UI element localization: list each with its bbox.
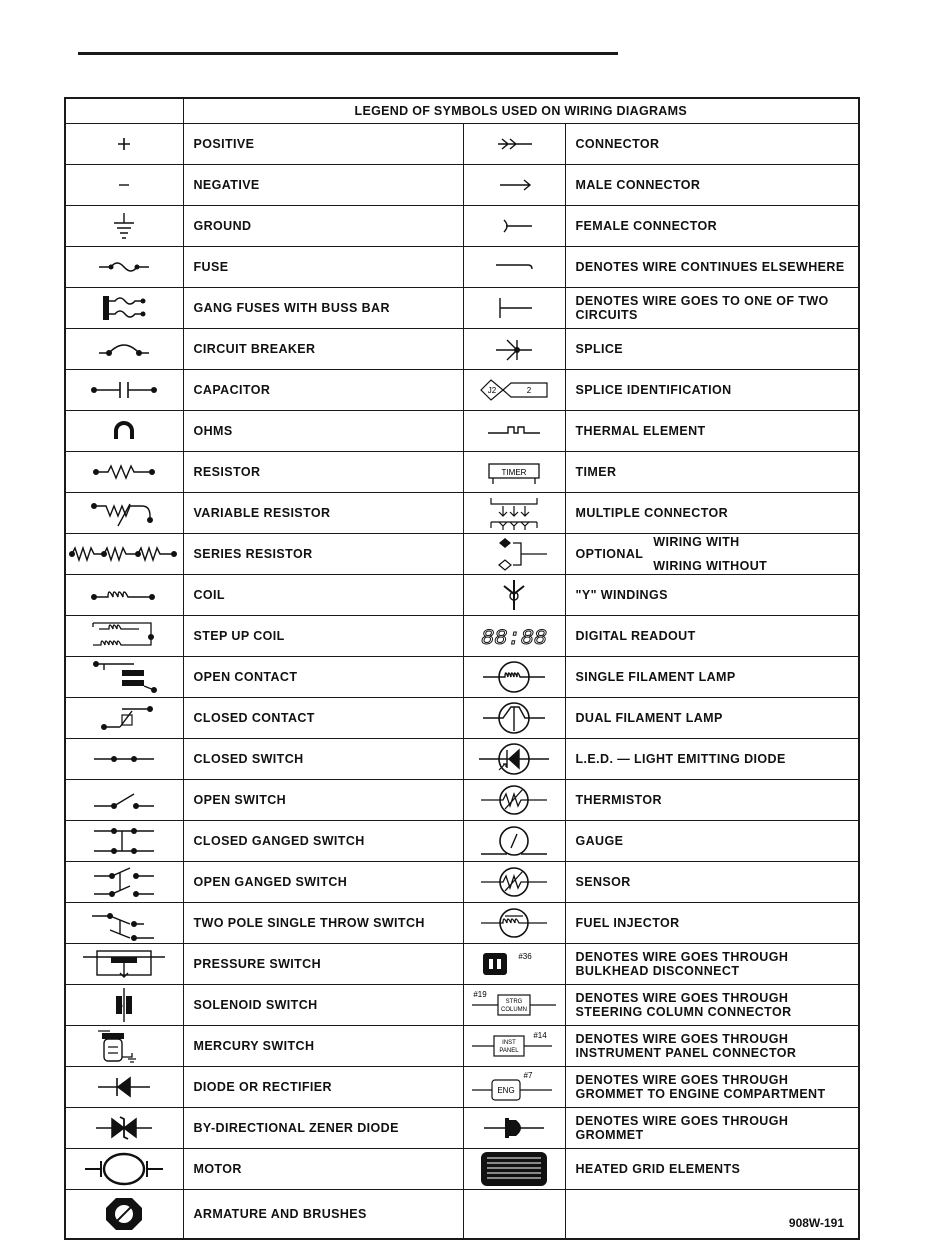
symbol-label: HEATED GRID ELEMENTS [565, 1149, 859, 1190]
legend-row [65, 1108, 859, 1149]
legend-row [65, 247, 859, 288]
symbol-label: DIODE OR RECTIFIER [183, 1067, 463, 1108]
digital-readout-text: 88:88 [480, 626, 548, 651]
step-up-coil-icon [79, 617, 169, 655]
open-switch-icon [84, 786, 164, 814]
series-resistor-icon [68, 542, 180, 566]
symbol-label: DENOTES WIRE GOES THROUGH GROMMET TO ENGINE COMPARTMENT [565, 1067, 859, 1108]
legend-row [65, 903, 859, 944]
heated-grid-icon [469, 1149, 559, 1189]
legend-row [65, 124, 859, 165]
zener-diode-icon [84, 1113, 164, 1143]
pressure-switch-icon [79, 945, 169, 983]
symbol-label: BY-DIRECTIONAL ZENER DIODE [183, 1108, 463, 1149]
female-connector-icon [474, 214, 554, 238]
timer-icon [469, 458, 559, 486]
symbol-label: DENOTES WIRE GOES THROUGH STEERING COLUMN CONNECTOR [565, 985, 859, 1026]
led-icon [469, 740, 559, 778]
sensor-icon [469, 863, 559, 901]
symbol-label: SOLENOID SWITCH [183, 985, 463, 1026]
symbol-label: POSITIVE [183, 124, 463, 165]
legend-row [65, 698, 859, 739]
instrument-panel-icon [466, 1030, 562, 1062]
symbol-label: DENOTES WIRE GOES THROUGH GROMMET [565, 1108, 859, 1149]
symbol-label: RESISTOR [183, 452, 463, 493]
variable-resistor-icon [84, 496, 164, 530]
y-windings-icon [474, 576, 554, 614]
symbol-label: CAPACITOR [183, 370, 463, 411]
symbol-label: OHMS [183, 411, 463, 452]
legend-row [65, 288, 859, 329]
ground-icon [94, 211, 154, 241]
timer-tag: TIMER [501, 468, 527, 477]
motor-icon [79, 1151, 169, 1187]
open-contact-icon [84, 658, 164, 696]
thermal-element-icon [474, 419, 554, 443]
symbol-label: DUAL FILAMENT LAMP [565, 698, 859, 739]
bulkhead-tag: #36 [518, 952, 532, 961]
symbol-label: DENOTES WIRE CONTINUES ELSEWHERE [565, 247, 859, 288]
symbol-label: OPEN GANGED SWITCH [183, 862, 463, 903]
mercury-switch-icon [84, 1027, 164, 1065]
symbol-label: COIL [183, 575, 463, 616]
splice-icon [474, 336, 554, 362]
wire-two-circuits-icon [474, 294, 554, 322]
symbol-label: VARIABLE RESISTOR [183, 493, 463, 534]
symbol-label: CLOSED SWITCH [183, 739, 463, 780]
legend-row [65, 1026, 859, 1067]
optional-with-label: WIRING WITH [653, 535, 740, 549]
legend-row [65, 165, 859, 206]
legend-row [65, 452, 859, 493]
legend-row [65, 944, 859, 985]
symbol-label: MOTOR [183, 1149, 463, 1190]
optional-cell [565, 534, 859, 575]
open-ganged-switch-icon [84, 864, 164, 900]
symbol-label: "Y" WINDINGS [565, 575, 859, 616]
steering-box-line1: STRG [505, 999, 523, 1005]
symbol-label: FUEL INJECTOR [565, 903, 859, 944]
empty-symbol-cell [463, 1190, 565, 1240]
digital-readout-icon [469, 621, 559, 651]
symbol-label: SERIES RESISTOR [183, 534, 463, 575]
gang-fuses-icon [89, 292, 159, 324]
bulkhead-disconnect-icon [469, 947, 559, 981]
two-pole-switch-icon [84, 904, 164, 942]
engine-box-label: ENG [497, 1086, 515, 1095]
fuel-injector-icon [469, 904, 559, 942]
symbol-label: SINGLE FILAMENT LAMP [565, 657, 859, 698]
header-blank-cell [65, 98, 183, 124]
steering-tag: #19 [473, 990, 487, 999]
symbol-label: DENOTES WIRE GOES THROUGH BULKHEAD DISCONNECT [565, 944, 859, 985]
symbol-label: GANG FUSES WITH BUSS BAR [183, 288, 463, 329]
symbol-label: CIRCUIT BREAKER [183, 329, 463, 370]
symbol-label: TIMER [565, 452, 859, 493]
symbol-label: STEP UP COIL [183, 616, 463, 657]
negative-icon [94, 173, 154, 197]
single-filament-lamp-icon [469, 658, 559, 696]
legend-row [65, 1190, 859, 1240]
symbol-label: MERCURY SWITCH [183, 1026, 463, 1067]
symbol-label: THERMAL ELEMENT [565, 411, 859, 452]
symbol-label: DENOTES WIRE GOES THROUGH INSTRUMENT PANEL CONNECTOR [565, 1026, 859, 1067]
resistor-icon [84, 460, 164, 484]
symbol-label: GROUND [183, 206, 463, 247]
diode-icon [84, 1073, 164, 1101]
closed-ganged-switch-icon [84, 823, 164, 859]
legend-row [65, 370, 859, 411]
symbol-label: FUSE [183, 247, 463, 288]
connector-icon [474, 132, 554, 156]
legend-row [65, 616, 859, 657]
steering-box-line2: COLUMN [500, 1007, 528, 1013]
legend-row [65, 1067, 859, 1108]
symbol-label: CLOSED GANGED SWITCH [183, 821, 463, 862]
symbol-label: DENOTES WIRE GOES TO ONE OF TWO CIRCUITS [565, 288, 859, 329]
legend-row [65, 534, 859, 575]
symbol-legend-table [64, 97, 860, 1240]
panel-tag: #14 [533, 1031, 547, 1040]
legend-row [65, 575, 859, 616]
symbol-label: PRESSURE SWITCH [183, 944, 463, 985]
solenoid-switch-icon [84, 986, 164, 1024]
symbol-label: L.E.D. — LIGHT EMITTING DIODE [565, 739, 859, 780]
dual-filament-lamp-icon [469, 699, 559, 737]
top-rule [78, 52, 618, 55]
symbol-label: DIGITAL READOUT [565, 616, 859, 657]
symbol-label: MULTIPLE CONNECTOR [565, 493, 859, 534]
multiple-connector-icon [469, 494, 559, 532]
legend-row [65, 862, 859, 903]
circuit-breaker-icon [89, 337, 159, 361]
symbol-label: SPLICE [565, 329, 859, 370]
symbol-label: FEMALE CONNECTOR [565, 206, 859, 247]
legend-row [65, 657, 859, 698]
gauge-icon [469, 822, 559, 860]
symbol-label: CONNECTOR [565, 124, 859, 165]
engine-grommet-icon [466, 1070, 562, 1104]
grommet-icon [474, 1114, 554, 1142]
capacitor-icon [84, 378, 164, 402]
symbol-label: TWO POLE SINGLE THROW SWITCH [183, 903, 463, 944]
ohms-icon [94, 419, 154, 443]
optional-without-label: WIRING WITHOUT [653, 559, 768, 573]
closed-switch-icon [84, 747, 164, 771]
symbol-label: OPEN CONTACT [183, 657, 463, 698]
legend-row [65, 821, 859, 862]
symbol-label: GAUGE [565, 821, 859, 862]
legend-row [65, 739, 859, 780]
engine-tag: #7 [523, 1071, 533, 1080]
splice-id-number: 2 [526, 386, 532, 395]
symbol-label: MALE CONNECTOR [565, 165, 859, 206]
symbol-label: NEGATIVE [183, 165, 463, 206]
thermistor-icon [469, 781, 559, 819]
wire-continues-icon [474, 255, 554, 279]
male-connector-icon [474, 173, 554, 197]
fuse-icon [89, 255, 159, 279]
splice-id-tag: J2 [487, 386, 497, 395]
coil-icon [84, 583, 164, 607]
legend-row [65, 1149, 859, 1190]
armature-icon [94, 1195, 154, 1233]
symbol-label: SENSOR [565, 862, 859, 903]
legend-row [65, 206, 859, 247]
legend-row [65, 329, 859, 370]
legend-row [65, 985, 859, 1026]
closed-contact-icon [84, 701, 164, 735]
panel-box-line2: PANEL [499, 1048, 519, 1054]
optional-icon [469, 535, 559, 573]
symbol-label: THERMISTOR [565, 780, 859, 821]
symbol-label: OPEN SWITCH [183, 780, 463, 821]
steering-column-icon [466, 989, 562, 1021]
legend-row [65, 411, 859, 452]
panel-box-line1: INST [502, 1040, 516, 1046]
legend-title: LEGEND OF SYMBOLS USED ON WIRING DIAGRAMS [183, 98, 859, 124]
positive-icon [94, 132, 154, 156]
legend-row [65, 493, 859, 534]
figure-code: 908W-191 [565, 1190, 859, 1240]
symbol-label: ARMATURE AND BRUSHES [183, 1190, 463, 1240]
symbol-label: SPLICE IDENTIFICATION [565, 370, 859, 411]
symbol-label: OPTIONAL [575, 547, 644, 561]
legend-row [65, 780, 859, 821]
symbol-label: CLOSED CONTACT [183, 698, 463, 739]
splice-id-icon [469, 377, 559, 403]
